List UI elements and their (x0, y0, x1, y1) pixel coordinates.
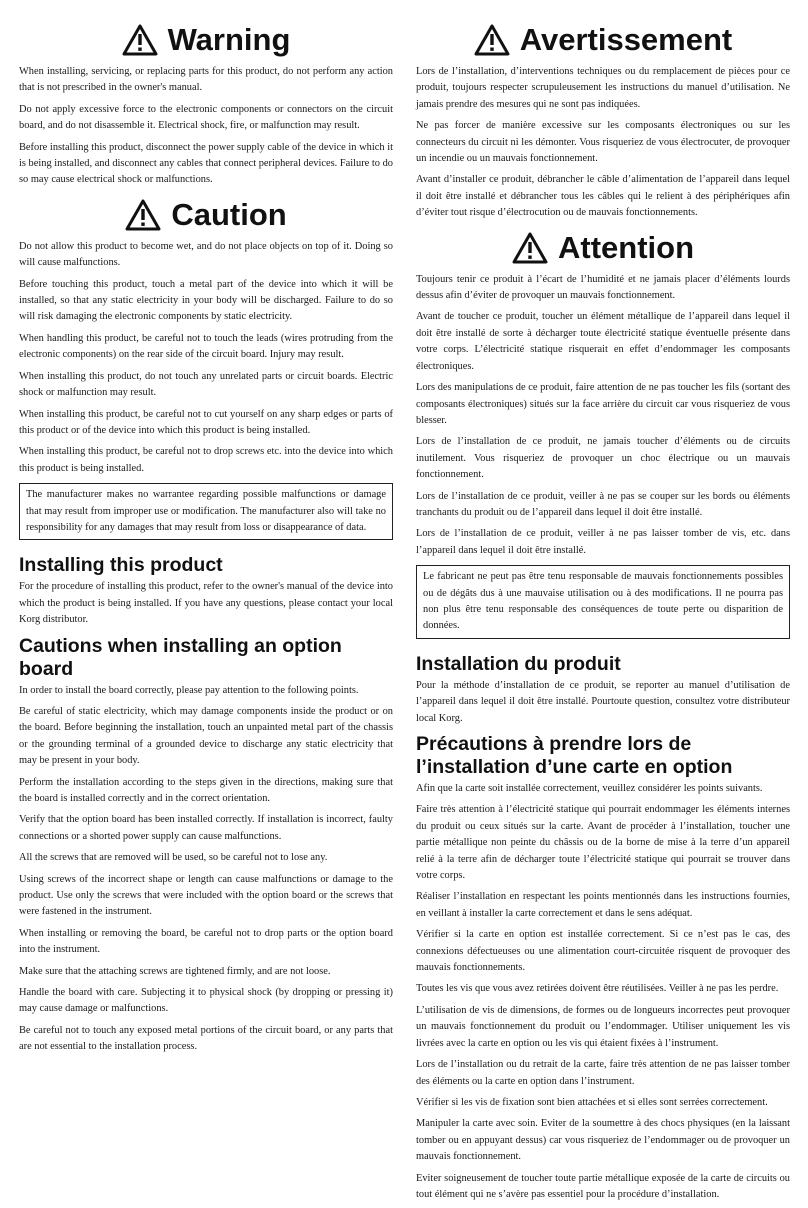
disclaimer-box (19, 483, 393, 540)
attention-paragraph: Lors de l’installation de ce produit, ne jamais toucher d’éléments ou de circuits inutilement. Vous risqueriez de provoquer un choc électrique ou un mauvais fonctionnement. (416, 436, 790, 481)
option-paragraph: Be careful of static electricity, which may damage components inside the product or on the board. Before beginning the installation, touch an unpainted metal part of the chassis or the grounding terminal of a grounded device to discharge any static electricity that may be present in your body. (19, 705, 393, 767)
option-heading: Cautions when installing an option board (19, 634, 342, 680)
warning-title: Warning (167, 22, 291, 57)
warning-paragraph: When installing, servicing, or replacing parts for this product, do not perform any action that is not prescribed in the owner's manual. (19, 66, 393, 94)
warning-triangle-icon (512, 232, 548, 264)
warning-triangle-icon (122, 24, 158, 56)
caution-paragraph: When installing this product, be careful not to cut yourself on any sharp edges or parts of this product or of the device into which this product is being installed. (19, 408, 393, 436)
option-paragraph: Handle the board with care. Subjecting it to physical shock (by dropping or pressing it) may cause damage or malfunctions. (19, 987, 393, 1015)
avertissement-heading (416, 20, 790, 60)
warning-heading (19, 20, 393, 60)
warning-paragraph: Do not apply excessive force to the electronic components or connectors on the circuit board, and do not disassemble it. Electrical shock, fire, or malfunction may result. (19, 103, 393, 132)
attention-paragraph: Lors de l’installation de ce produit, veiller à ne pas laisser tomber de vis, etc. dans l’appareil dans lequel il doit être installé. (416, 528, 790, 556)
attention-paragraph: Toujours tenir ce produit à l’écart de l’humidité et ne jamais placer d’éléments lourds dessus afin d’éviter de provoquer un mauvais fonctionnement. (416, 273, 790, 302)
install-paragraph: For the procedure of installing this product, refer to the owner's manual of the device into which the product is being installed. If you have any questions, please contact your local Korg distributor. (19, 581, 393, 626)
avertissement-title: Avertissement (519, 22, 733, 57)
disclaimer-text-fr: Le fabricant ne peut pas être tenu responsable de mauvais fonctionnements possibles ou de dégâts dus à une mauvaise utilisation ou à des modifications. Il ne pourra pas non plus être tenu responsable des conséquences de toute perte ou disparition de données. (423, 571, 783, 632)
avertissement-paragraph: Lors de l’installation, d’interventions techniques ou du remplacement de pièces pour ce produit, toujours respecter scrupuleusement les instructions du manuel d’utilisation. Ne jamais prendre des mesures qui ne sont pas indiquées. (416, 66, 790, 110)
warning-paragraph: Before installing this product, disconnect the power supply cable of the device in which it is being installed, and disconnect any cables that connect peripheral devices. Failure to do so may cause electrical shock or malfunctions. (19, 141, 393, 186)
attention-heading (416, 228, 790, 268)
installation-heading: Installation du produit (416, 652, 621, 675)
precautions-paragraph: Afin que la carte soit installée correctement, veuillez considérer les points suivants. (416, 783, 763, 794)
avertissement-paragraph: Ne pas forcer de manière excessive sur les composants électroniques ou sur les connecteurs du circuit ni les démonter. Vous risqueriez de vous électrocuter, de provoquer un incendie ou un mauvais fonctionnement. (416, 120, 790, 165)
precautions-paragraph: Eviter soigneusement de toucher toute partie métallique exposée de la carte de circuits ou tout élément qui ne s’avère pas essentiel pour la procédure d’installation. (416, 1172, 790, 1200)
caution-heading (19, 195, 393, 235)
english-column (19, 20, 393, 1061)
attention-paragraph: Lors des manipulations de ce produit, faire attention de ne pas toucher les fils (sortant des composants électroniques) situés sur la face arrière du circuit car vous risqueriez de vous blesser. (416, 382, 790, 426)
warning-triangle-icon (125, 199, 161, 231)
precautions-paragraph: L’utilisation de vis de dimensions, de formes ou de longueurs incorrectes peut provoquer un mauvais fonctionnement du produit ou l’endommager. Utiliser uniquement les vis livrées avec la carte en option ou les vis qui étaient fixées à l’instrument. (416, 1004, 790, 1049)
install-heading: Installing this product (19, 554, 223, 577)
option-paragraph: Perform the installation according to the steps given in the directions, making sure that the board is installed correctly and in the correct orientation. (19, 776, 393, 804)
french-column (416, 20, 790, 1208)
avertissement-paragraph: Avant d’installer ce produit, débrancher le câble d’alimentation de l’appareil dans lequel il doit être installé et débrancher tous les câbles qui le relient à des périphériques afin d’éviter tout risque d’électrocution ou de mauvais fonctionnements. (416, 174, 790, 219)
caution-paragraph: Before touching this product, touch a metal part of the device into which it will be installed, so that any static electricity in your body will be discharged. Failure to do so will risk damaging the electronic components by static electricity. (19, 278, 393, 323)
disclaimer-text: The manufacturer makes no warrantee regarding possible malfunctions or damage that may result from improper use or modification. The manufacturer also will take no responsibility for any damages that may result from loss or disappearance of data. (26, 489, 386, 533)
option-paragraph: All the screws that are removed will be used, so be careful not to lose any. (19, 852, 328, 864)
precautions-paragraph: Vérifier si la carte en option est installée correctement. Si ce n’est pas le cas, des connexions défectueuses ou une alimentation court-circuitée risquent de provoquer des mauvais fonctionnements. (416, 929, 790, 974)
attention-paragraph: Avant de toucher ce produit, toucher un élément métallique de l’appareil dans lequel il doit être installé de sorte à décharger toute électricité statique éventuelle présente dans votre corps. L’électricité statique risquerait en effet d’endommager les composants électroniques. (416, 311, 790, 372)
option-paragraph: When installing or removing the board, be careful not to drop parts or the option board into the instrument. (19, 927, 393, 956)
option-paragraph: Verify that the option board has been installed correctly. If installation is incorrect, faulty connections or a shorted power supply can cause malfunctions. (19, 814, 393, 842)
precautions-paragraph: Réaliser l’installation en respectant les points mentionnés dans les instructions fournies, en veillant à installer la carte correctement et dans le sens adéquat. (416, 891, 790, 919)
precautions-paragraph: Lors de l’installation ou du retrait de la carte, faire très attention de ne pas laisser tomber des éléments ou la carte en option dans l’instrument. (416, 1059, 790, 1087)
precautions-paragraph: Toutes les vis que vous avez retirées doivent être réutilisées. Veiller à ne pas les perdre. (416, 983, 779, 995)
caution-paragraph: When installing this product, be careful not to drop screws etc. into the device into which this product is being installed. (19, 446, 393, 474)
option-paragraph: In order to install the board correctly, please pay attention to the following points. (19, 684, 359, 696)
caution-paragraph: When handling this product, be careful not to touch the leads (wires protruding from the electronic components) on the rear side of the circuit board. Injury may result. (19, 332, 393, 361)
caution-title: Caution (171, 196, 287, 232)
disclaimer-box-fr (416, 565, 790, 639)
precautions-paragraph: Vérifier si les vis de fixation sont bien attachées et si elles sont serrées correctement. (416, 1096, 768, 1108)
attention-paragraph: Lors de l’installation de ce produit, veiller à ne pas se couper sur les bords ou éléments tranchants du produit ou de l’appareil dans lequel il doit être installé. (416, 490, 790, 518)
attention-title: Attention (557, 229, 695, 265)
option-paragraph: Using screws of the incorrect shape or length can cause malfunctions or damage to the product. Use only the screws that were included with the option board or the screws that were fastened in the instrument. (19, 873, 393, 918)
precautions-heading: Précautions à prendre lors de l’installation d’une carte en option (416, 733, 733, 778)
precautions-paragraph: Manipuler la carte avec soin. Eviter de la soumettre à des chocs physiques (en la laissant tomber ou en appuyant dessus) car vous risqueriez de l’endommager ou de provoquer un mauvais fonctionnement. (416, 1118, 790, 1163)
caution-paragraph: Do not allow this product to become wet, and do not place objects on top of it. Doing so will cause malfunctions. (19, 240, 393, 269)
installation-paragraph: Pour la méthode d’installation de ce produit, se reporter au manuel d’utilisation de l’appareil dans lequel il doit être installé. Pourtoute question, consultez votre distributeur local Korg. (416, 679, 790, 724)
precautions-paragraph: Faire très attention à l’électricité statique qui pourrait endommager les éléments internes du produit ou ceux situés sur la carte. Avant de procéder à l’installation, toucher une partie métallique non peinte du châssis ou de la borne de mise à la terre d’un appareil relié à la terre afin de décharger toute l’électricité statique qui pourrait se trouver dans votre corps. (416, 804, 790, 882)
option-paragraph: Be careful not to touch any exposed metal portions of the circuit board, or any parts that are not essential to the installation process. (19, 1024, 393, 1053)
option-paragraph: Make sure that the attaching screws are tightened firmly, and are not loose. (19, 965, 331, 977)
caution-paragraph: When installing this product, do not touch any unrelated parts or circuit boards. Electric shock or malfunction may result. (19, 370, 393, 399)
warning-triangle-icon (474, 24, 510, 56)
